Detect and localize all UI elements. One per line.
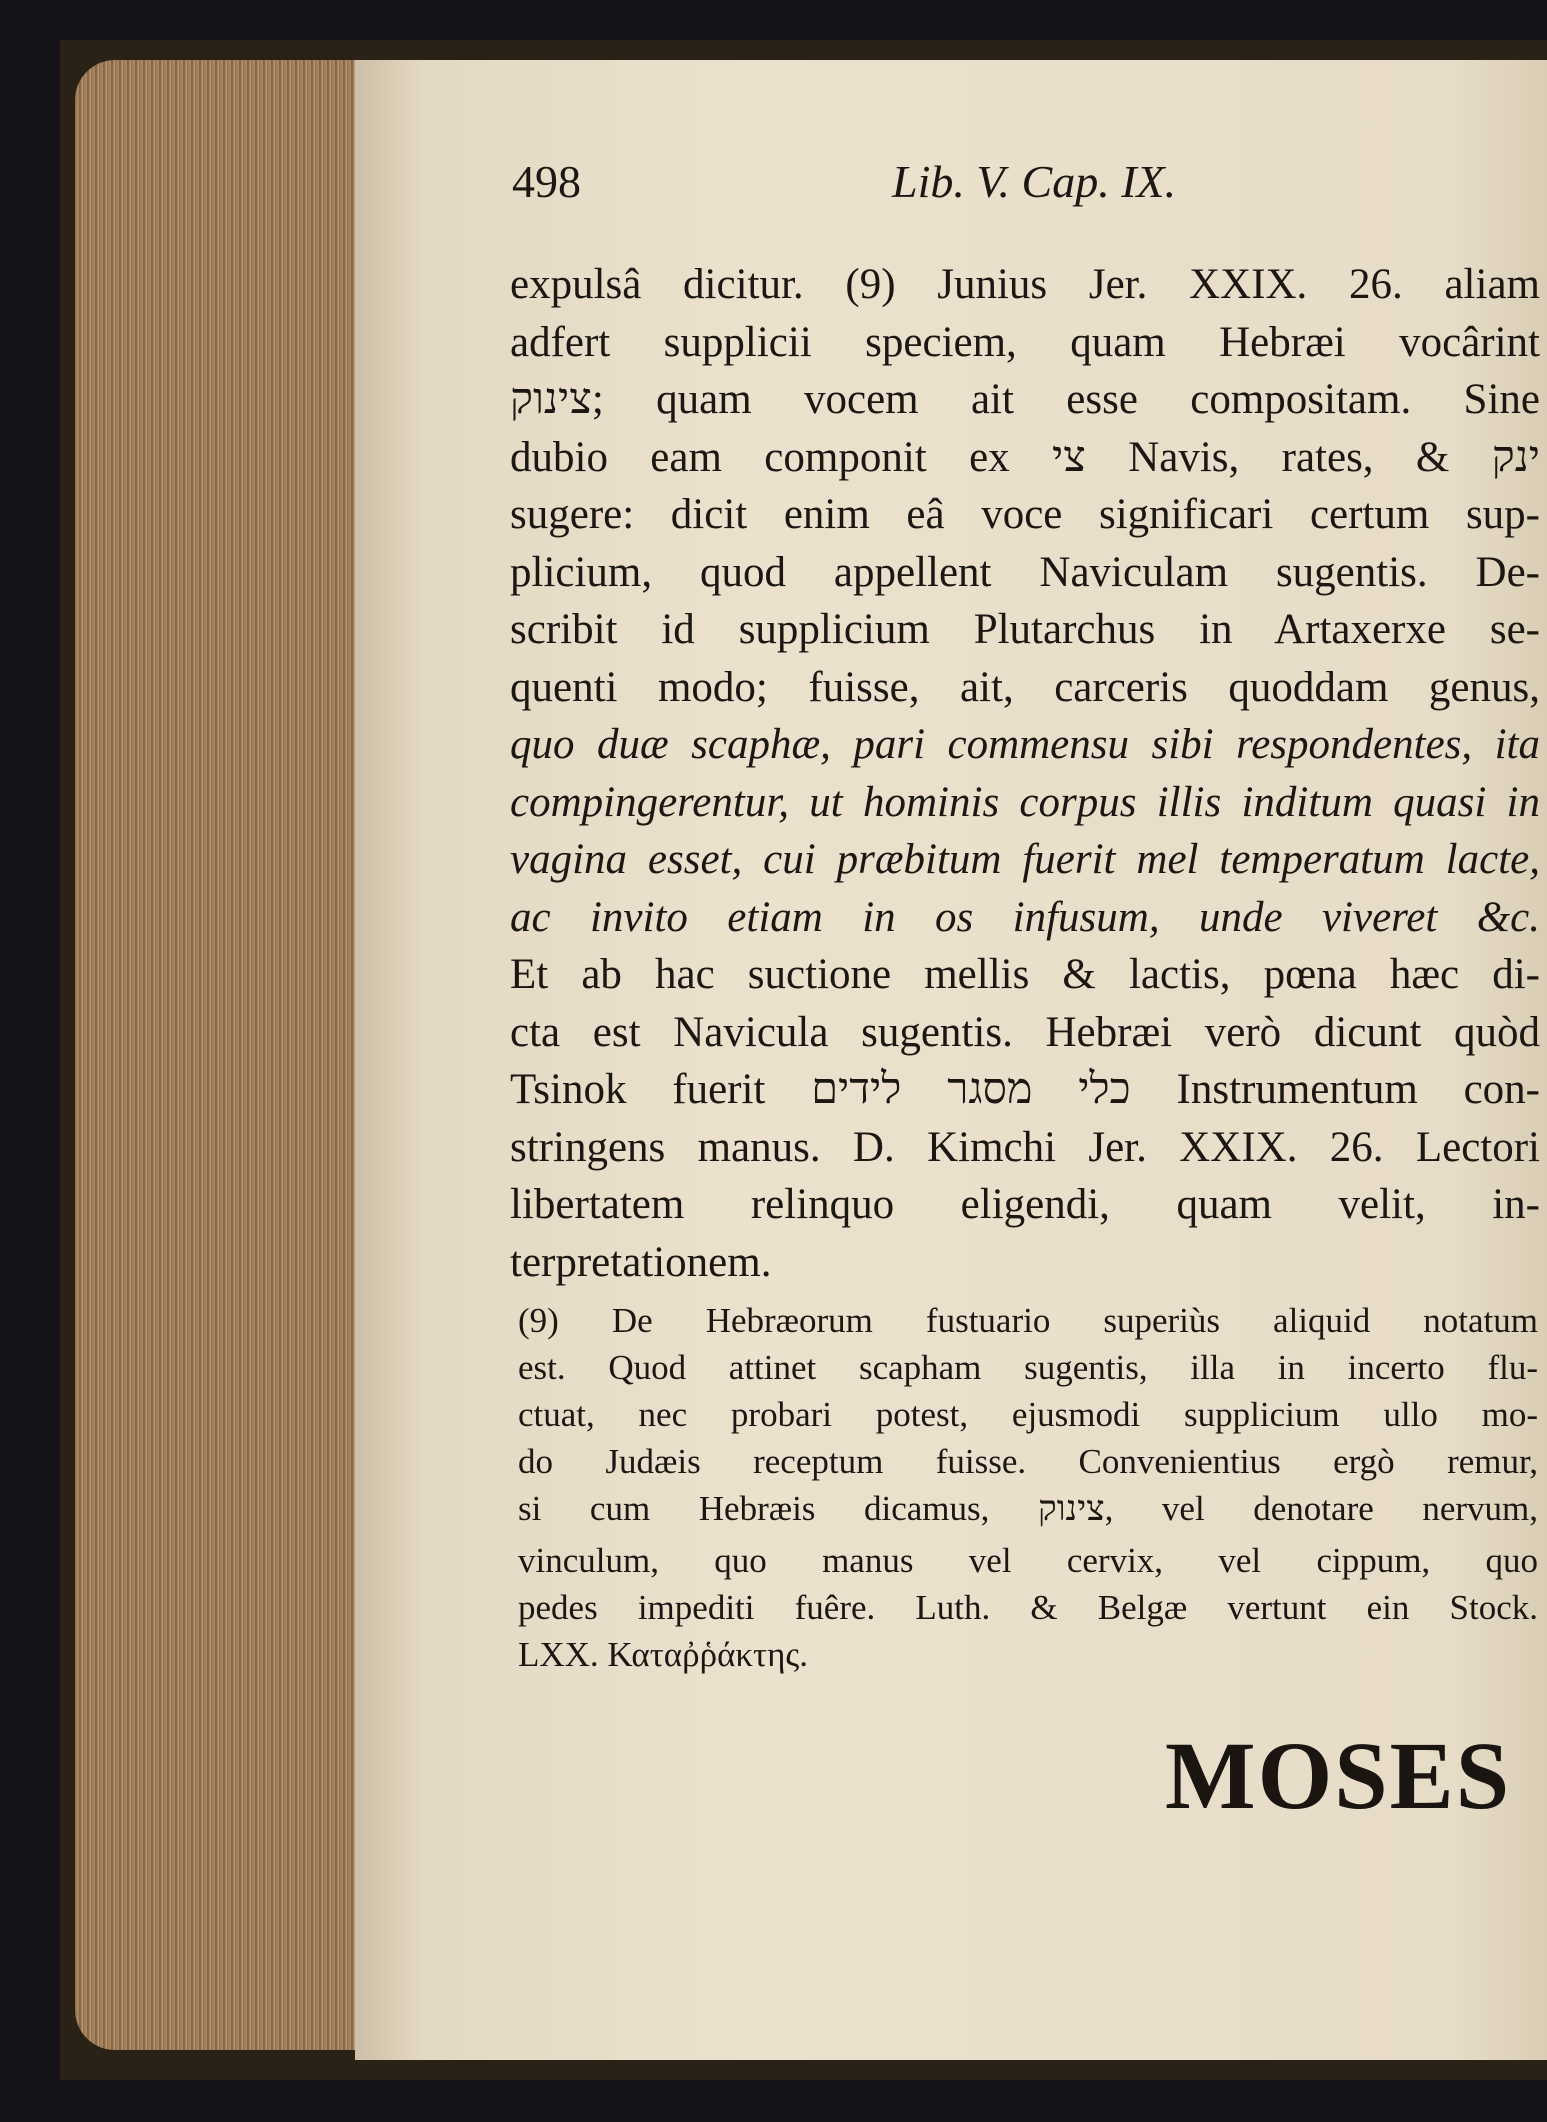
footnote-line: si cum Hebræis dicamus, צינוק, vel denotare nervum, xyxy=(518,1489,1539,1528)
text-line: quo duæ scaphæ, pari commensu sibi respondentes, ita xyxy=(510,721,1540,768)
footnote-line: pedes impediti fuêre. Luth. & Belgæ vertunt ein Stock. xyxy=(518,1588,1538,1627)
text-line: expulsâ dicitur. (9) Junius Jer. XXIX. 26. aliam xyxy=(510,261,1540,308)
footnote-line: ctuat, nec probari potest, ejusmodi supplicium ullo mo- xyxy=(518,1395,1538,1434)
footnote xyxy=(518,1297,1538,1678)
main-text xyxy=(510,256,1540,1291)
text-line: vagina esset, cui præbitum fuerit mel temperatum lacte, xyxy=(510,836,1540,883)
page-number: 498 xyxy=(512,156,581,207)
text-line: compingerentur, ut hominis corpus illis inditum quasi in xyxy=(510,778,1540,826)
text-line: terpretationem. xyxy=(510,1238,772,1286)
text-line: scribit id supplicium Plutarchus in Artaxerxe se- xyxy=(510,606,1540,653)
footnote-line: LXX. Καταῤῥάκτης. xyxy=(518,1635,809,1674)
catchword: MOSES xyxy=(1165,1722,1512,1829)
book-page xyxy=(355,60,1547,2060)
text-line: plicium, quod appellent Naviculam sugentis. De- xyxy=(510,548,1540,596)
text-line: Tsinok fuerit כלי מסגר לידים Instrumentum con- xyxy=(510,1066,1540,1113)
text-line: libertatem relinquo eligendi, quam velit, in- xyxy=(510,1181,1540,1228)
footnote-line: do Judæis receptum fuisse. Convenientius ergò remur, xyxy=(518,1442,1538,1481)
footnote-line: (9) De Hebræorum fustuario superiùs aliquid notatum xyxy=(518,1301,1538,1340)
text-line: ac invito etiam in os infusum, unde viveret &c. xyxy=(510,893,1540,941)
text-line: quenti modo; fuisse, ait, carceris quoddam genus, xyxy=(510,663,1540,711)
page-edges xyxy=(75,60,365,2050)
text-line: Et ab hac suctione mellis & lactis, pœna hæc di- xyxy=(510,951,1540,998)
page-header xyxy=(512,155,1512,215)
text-line: dubio eam componit ex צי Navis, rates, & ינק xyxy=(510,433,1541,481)
text-line: sugere: dicit enim eâ voce significari certum sup- xyxy=(510,491,1540,538)
text-line: צינוק; quam vocem ait esse compositam. Sine xyxy=(510,376,1540,423)
running-title: Lib. V. Cap. IX. xyxy=(892,156,1177,207)
text-line: cta est Navicula sugentis. Hebræi verò dicunt quòd xyxy=(510,1008,1540,1056)
footnote-line: est. Quod attinet scapham sugentis, illa in incerto flu- xyxy=(518,1348,1538,1387)
text-line: adfert supplicii speciem, quam Hebræi vocârint xyxy=(510,318,1540,366)
footnote-line: vinculum, quo manus vel cervix, vel cippum, quo xyxy=(518,1541,1538,1580)
text-line: stringens manus. D. Kimchi Jer. XXIX. 26. Lectori xyxy=(510,1123,1540,1171)
